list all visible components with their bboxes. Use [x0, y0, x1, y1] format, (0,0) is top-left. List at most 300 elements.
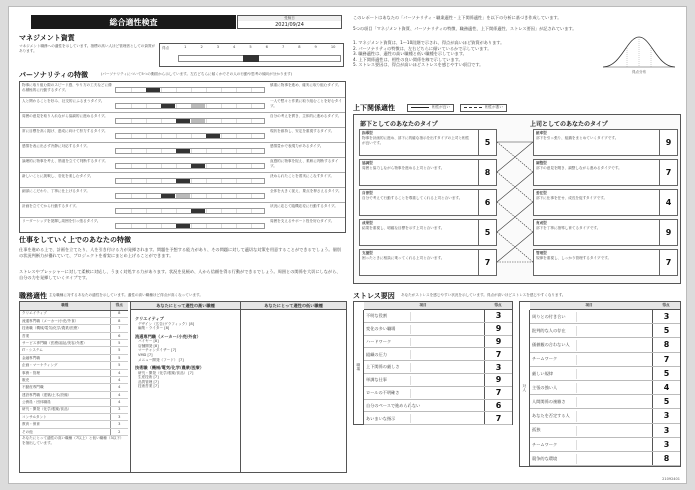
report-notes	[353, 40, 593, 68]
personality-track	[115, 208, 265, 214]
right-type-name: 調整型	[536, 161, 547, 165]
stress-item: 主張の強い人	[532, 384, 558, 390]
right-type-score: 7	[659, 250, 677, 275]
management-tick: 1	[184, 45, 187, 49]
personality-left-text: 新しいことに挑戦し、変化を楽しむタイプ。	[22, 174, 94, 178]
personality-grid	[221, 209, 222, 213]
personality-grid	[161, 209, 162, 213]
job-row	[20, 406, 128, 413]
stress-item-desc	[576, 355, 646, 365]
personality-grid	[176, 134, 177, 138]
stress-score: 3	[652, 424, 680, 437]
high-group-item: 技術営業 [7]	[138, 384, 159, 389]
work-features-title: 仕事をしていく上でのあなたの特徴	[19, 236, 131, 244]
personality-grid	[221, 224, 222, 228]
job-aptitude-desc: 主な職種に対するあなたの適性を示しています。適性の高い職種ほど得点が高くなっています。	[49, 293, 203, 297]
left-type-name: 自律型	[362, 191, 373, 195]
footer-code: 21092401	[662, 477, 680, 481]
left-type-score: 5	[478, 220, 496, 245]
personality-row	[20, 112, 345, 127]
stress-score: 3	[484, 361, 512, 373]
personality-grid	[191, 88, 192, 92]
stress-item-desc	[576, 426, 646, 436]
personality-left-text: 論理的に物事を考え、筋道を立てて判断するタイプ。	[22, 159, 108, 163]
personality-track	[115, 103, 265, 109]
report-note: 2. パーソナリティの特徴は、左右どちらに傾いているかで示しています。	[353, 45, 492, 51]
right-type-name: 管理型	[536, 251, 547, 255]
stress-left-header	[364, 302, 512, 310]
job-score: 2	[110, 428, 128, 435]
management-tick: 5	[249, 45, 252, 49]
personality-grid	[221, 119, 222, 123]
stress-row	[364, 361, 512, 374]
stress-item-desc	[410, 338, 480, 347]
personality-bar	[191, 164, 205, 168]
date-value: 2021/09/24	[275, 22, 304, 28]
stress-item-desc	[410, 325, 480, 334]
personality-right-text: 慎重に物事を進め、確実に取り組むタイプ。	[270, 83, 342, 87]
stress-row	[364, 387, 512, 400]
stress-item-desc	[576, 411, 646, 421]
job-row	[20, 340, 128, 347]
job-name: 教育・保育	[20, 421, 110, 428]
personality-grid	[236, 224, 237, 228]
stress-item: 組織の圧力	[366, 351, 387, 357]
stress-item: あなたを否定する人	[532, 413, 570, 419]
relationship-lines	[497, 129, 533, 281]
stress-row	[364, 310, 512, 323]
personality-left-text: 人と関わることを好み、社交的にふるまうタイプ。	[22, 99, 105, 103]
job-name: 研究・開発（化学/製薬/食品）	[20, 406, 110, 413]
job-score: 5	[110, 340, 128, 347]
stress-item-desc	[576, 369, 646, 379]
stress-score: 8	[652, 338, 680, 351]
personality-right-text: 直感的に物事を捉え、柔軟に判断するタイプ。	[270, 159, 339, 168]
personality-grid	[131, 149, 132, 153]
personality-track	[115, 223, 265, 229]
management-ticks	[178, 45, 341, 51]
personality-grid	[236, 194, 237, 198]
high-group-item: VMD [7]	[138, 352, 153, 357]
stress-row	[364, 348, 512, 361]
personality-row	[20, 202, 345, 217]
stress-score: 3	[484, 310, 512, 322]
personality-row	[20, 82, 345, 97]
stress-row	[364, 336, 512, 349]
work-features-p2: ストレスやプレッシャーに対して柔軟に対応し、うまく対処する力があります。状況を見極め、人から信頼を得る行動ができるでしょう。周囲との関係を大切にしながら、自分の力を発揮していくタイプです。	[19, 269, 341, 280]
left-type-card	[359, 159, 497, 186]
stress-row	[364, 412, 512, 425]
job-aptitude-frame	[19, 301, 347, 473]
stress-item: チームワーク	[532, 356, 558, 362]
stress-row	[530, 438, 680, 452]
relationship-title: 上下関係適性	[353, 104, 395, 112]
high-group-item: 生産技術 [7]	[138, 375, 159, 380]
job-score: 8	[110, 310, 128, 317]
personality-bar	[176, 179, 190, 183]
personality-grid	[131, 164, 132, 168]
job-score: 6	[110, 332, 128, 339]
personality-grid	[206, 224, 207, 228]
job-name: IT・システム	[20, 347, 110, 354]
stress-score: 4	[652, 381, 680, 394]
report-intro: このレポートはあなたの「パーソナリティ・職業適性・上下関係適性」を以下の分析に基づき作成しています。	[353, 15, 562, 20]
personality-grid	[251, 149, 252, 153]
personality-grid	[251, 88, 252, 92]
right-type-score: 7	[659, 160, 677, 185]
personality-bar	[176, 119, 190, 123]
stress-row	[364, 400, 512, 413]
personality-grid	[206, 194, 207, 198]
personality-right-text: 一人で黙々と作業に取り組むことを好むタイプ。	[270, 99, 342, 108]
stress-item: 自分のペースで進められない	[366, 402, 421, 408]
stress-item-desc	[576, 440, 646, 450]
page-title: 総合適性検査	[109, 17, 158, 27]
job-row	[20, 399, 128, 406]
personality-row	[20, 157, 345, 172]
right-type-card	[533, 189, 678, 216]
management-tick: 10	[330, 45, 336, 49]
stress-item: 批判的な人の存在	[532, 328, 566, 334]
stress-item-desc	[410, 350, 480, 359]
stress-score: 5	[652, 395, 680, 408]
stress-item: 不明な役割	[366, 313, 387, 319]
personality-grid	[131, 88, 132, 92]
stress-row	[364, 374, 512, 387]
stress-item-header: 項目	[585, 303, 593, 307]
stress-item-desc	[576, 312, 646, 322]
personality-row	[20, 97, 345, 112]
personality-grid	[206, 88, 207, 92]
job-name: 企画・マーケティング	[20, 362, 110, 369]
personality-grid	[161, 134, 162, 138]
job-row	[20, 332, 128, 339]
stress-item-desc	[576, 454, 646, 464]
stress-item: 価値観の合わない人	[532, 342, 570, 348]
job-score: 4	[110, 384, 128, 391]
personality-grid	[176, 164, 177, 168]
personality-grid	[146, 194, 147, 198]
job-score: 3	[110, 421, 128, 428]
personality-right-text: 感情豊かで表現力があるタイプ。	[270, 144, 324, 148]
stress-score: 5	[652, 367, 680, 380]
stress-item: あいまいな指示	[366, 415, 396, 421]
personality-grid	[191, 179, 192, 183]
personality-bar	[191, 119, 205, 123]
personality-row	[20, 217, 345, 232]
personality-grid	[251, 179, 252, 183]
job-row	[20, 362, 128, 369]
personality-grid	[251, 119, 252, 123]
management-tick: 3	[216, 45, 220, 49]
personality-bar	[206, 134, 220, 138]
stress-score: 8	[652, 452, 680, 465]
stress-side-right: 対人	[520, 310, 530, 466]
stress-item-desc	[410, 363, 480, 372]
personality-bar	[191, 104, 205, 108]
relationship-frame	[353, 114, 681, 284]
boss-type-title: 部下としてのあなたのタイプ	[360, 121, 438, 128]
stress-right-frame	[519, 301, 681, 467]
stress-score-header: 得点	[494, 303, 502, 307]
high-group-item: 研究・開発（化学/製薬/食品） [7]	[138, 370, 194, 375]
personality-left-text: 物事に取り組む際のスピード感、やり方の工夫などに優れ積極的に行動するタイプ。	[22, 83, 112, 92]
personality-grid	[161, 149, 162, 153]
job-score: 3	[110, 406, 128, 413]
job-score: 5	[110, 354, 128, 361]
report-sub: 5つの項目「マネジメント資質、パーソナリティの特徴、職務適性、上下関係適性、ストレス要因」が記されています。	[353, 26, 577, 31]
right-type-card	[533, 219, 678, 246]
right-type-text: 部下の意見を聞き、調整しながら進めるタイプです。	[536, 166, 622, 170]
job-score: 4	[110, 377, 128, 384]
personality-grid	[206, 164, 207, 168]
right-type-score: 9	[659, 130, 677, 155]
job-note: あなたにとって適性の高い職種（7以上）と低い職種（3以下）を抽出しています。	[22, 436, 124, 445]
date-label: 受検日	[238, 16, 341, 21]
stress-row	[530, 424, 680, 438]
left-type-name: 成果型	[362, 221, 373, 225]
personality-row	[20, 142, 345, 157]
personality-track	[115, 118, 265, 124]
personality-grid	[146, 134, 147, 138]
stress-score: 3	[652, 310, 680, 323]
stress-item-desc	[410, 312, 480, 321]
high-group-item: メニュー開発（フード） [7]	[138, 357, 184, 362]
report-note: 1. マネジメント資質は、1〜10段階で示され、得点が高いほど資質があります。	[353, 40, 505, 45]
personality-grid	[191, 194, 192, 198]
management-desc: マネジメント職務への適性を示しています。指標の高い人ほど管理者としての資質があります。	[19, 44, 156, 53]
personality-grid	[176, 88, 177, 92]
personality-grid	[221, 179, 222, 183]
stress-score: 6	[484, 400, 512, 412]
report-note: 3. 職務適性は、適性の高い職種と低い職種を示しています。	[353, 51, 467, 56]
personality-grid	[146, 119, 147, 123]
job-name: 流通専門職（メーカー/小売/外食）	[20, 317, 110, 324]
stress-row	[530, 324, 680, 338]
job-score-header: 得点	[110, 302, 128, 310]
personality-track	[115, 133, 265, 139]
stress-score: 9	[484, 323, 512, 335]
personality-grid	[146, 224, 147, 228]
left-type-name: 支援型	[362, 251, 373, 255]
personality-right-text: 自分の考えを貫き、主体的に進めるタイプ。	[270, 114, 342, 118]
left-type-score: 6	[478, 190, 496, 215]
job-row	[20, 428, 128, 435]
job-row	[20, 325, 128, 332]
personality-grid	[161, 88, 162, 92]
personality-grid	[131, 119, 132, 123]
right-type-text: 部下を引っ張り、組織をまとめていくタイプです。	[536, 136, 619, 140]
management-scale-label: 得点	[162, 46, 170, 50]
curve-caption: 得点分布	[631, 70, 647, 74]
personality-grid	[206, 149, 207, 153]
personality-grid	[221, 194, 222, 198]
management-tick: 9	[314, 45, 317, 49]
personality-right-text: 現状を維持し、安定を重視するタイプ。	[270, 129, 335, 133]
personality-grid	[251, 134, 252, 138]
personality-bar	[176, 224, 190, 228]
left-type-text: 結果を重視し、明確な目標を示す上司と合います。	[362, 226, 445, 230]
personality-grid	[221, 88, 222, 92]
stress-row	[530, 395, 680, 409]
right-type-card	[533, 159, 678, 186]
stress-score-header: 得点	[662, 303, 670, 307]
personality-grid	[191, 134, 192, 138]
personality-grid	[146, 149, 147, 153]
personality-grid	[236, 209, 237, 213]
stress-item: 孤独	[532, 427, 541, 433]
personality-subtitle: (パーソナリティについて5つの側面から示しています。左右どちらに傾くかでその人の行動や思考の傾向が分かります)	[101, 72, 293, 76]
stress-score: 3	[652, 438, 680, 451]
job-name: 技術職（機械/電気/化学/農業/医療）	[20, 325, 110, 332]
high-group-item: デザイン（広告/グラフィック）[8]	[138, 321, 195, 326]
job-name: コンサルタント	[20, 413, 110, 420]
stress-score: 9	[484, 336, 512, 348]
job-name: 不動産専門職	[20, 384, 110, 391]
work-features-p1: 仕事を進める上で、計画を立てたり、人を引き付ける力が発揮されます。問題を予想する能力があり、その問題に対して適切な対策を用意することができるでしょう。個別の状況判断力が優れていて、プロジェクトを着実にまとめ上げることができます。	[19, 247, 341, 258]
stress-row	[530, 367, 680, 381]
management-tick: 7	[281, 45, 285, 49]
stress-item-desc	[410, 389, 480, 398]
job-score: 5	[110, 362, 128, 369]
job-aptitude-title: 職務適性	[19, 292, 47, 300]
personality-bar	[176, 149, 190, 153]
personality-grid	[206, 179, 207, 183]
stress-score: 9	[484, 374, 512, 386]
personality-grid	[161, 224, 162, 228]
relationship-line	[497, 172, 533, 202]
management-tick: 2	[200, 45, 203, 49]
relationship-legend	[407, 103, 647, 112]
job-name: 公務員・団体職員	[20, 399, 110, 406]
personality-grid	[161, 164, 162, 168]
job-score: 7	[110, 325, 128, 332]
stress-row	[530, 310, 680, 324]
personality-row	[20, 187, 345, 202]
stress-item: ハードワーク	[366, 338, 392, 344]
sub-type-title: 上司としてのあなたのタイプ	[530, 121, 608, 128]
personality-grid	[206, 104, 207, 108]
right-type-score: 4	[659, 190, 677, 215]
low-header: あなたにとって適性の低い職種	[241, 302, 346, 310]
personality-grid	[176, 104, 177, 108]
job-name: 金融専門職	[20, 354, 110, 361]
personality-title: パーソナリティの特徴	[19, 71, 89, 79]
job-score: 4	[110, 399, 128, 406]
job-score: 5	[110, 347, 128, 354]
personality-grid	[131, 104, 132, 108]
stress-title: ストレス要因	[353, 292, 395, 300]
high-groups	[131, 310, 240, 392]
stress-row	[530, 353, 680, 367]
personality-grid	[146, 164, 147, 168]
job-name: サービス専門職（医療/福祉/美容/介護）	[20, 340, 110, 347]
personality-right-text: 状況に応じて臨機応変に行動するタイプ。	[270, 204, 338, 208]
stress-item-desc	[576, 383, 646, 393]
stress-score: 7	[652, 353, 680, 366]
stress-item-header: 項目	[419, 303, 427, 307]
job-row	[20, 310, 128, 317]
high-header: あなたにとって適性の高い職種	[131, 302, 240, 310]
stress-right-header	[530, 302, 680, 310]
job-name: 建設専門職（建築/土木/設備）	[20, 391, 110, 398]
right-type-score: 9	[659, 220, 677, 245]
stress-row	[530, 409, 680, 423]
legend-bad-box	[460, 104, 507, 112]
personality-grid	[236, 149, 237, 153]
stress-item: 変化の多い職場	[366, 325, 396, 331]
job-row	[20, 369, 128, 376]
stress-item-desc	[576, 326, 646, 336]
high-group-title: 技術職（機械/電気/化学/農業/医療）	[135, 365, 204, 371]
personality-grid	[176, 209, 177, 213]
high-group-item: マーチャンダイザー [7]	[138, 348, 177, 353]
personality-grid	[236, 88, 237, 92]
stress-left-frame	[353, 301, 513, 425]
left-type-card	[359, 129, 497, 156]
personality-table	[19, 81, 346, 233]
job-name: 営業	[20, 332, 110, 339]
job-score: 4	[110, 369, 128, 376]
personality-left-text: リーダーシップを発揮し周囲を引っ張るタイプ。	[22, 219, 101, 223]
stress-score: 7	[484, 348, 512, 360]
personality-grid	[131, 179, 132, 183]
distribution-curve	[599, 33, 679, 77]
right-type-text: 規律を重視し、しっかり管理するタイプです。	[536, 256, 612, 260]
job-row	[20, 377, 128, 384]
right-type-text: 部下を丁寧に指導し育てるタイプです。	[536, 226, 601, 230]
right-type-card	[533, 129, 678, 156]
job-row	[20, 354, 128, 361]
job-table	[20, 302, 128, 436]
management-title: マネジメント資質	[19, 34, 75, 42]
personality-grid	[221, 104, 222, 108]
personality-grid	[236, 134, 237, 138]
stress-desc: あなたがストレスを感じやすい状況を示しています。得点が高いほどストレスを感じやすくなります。	[401, 293, 566, 297]
personality-bar	[176, 194, 190, 198]
personality-grid	[251, 209, 252, 213]
personality-grid	[236, 164, 237, 168]
job-name: その他	[20, 428, 110, 435]
management-score-marker	[243, 55, 259, 62]
personality-left-text: 周囲の意見を取り入れながら協調的に進めるタイプ。	[22, 114, 108, 118]
left-type-card	[359, 249, 497, 276]
legend-bad-line	[464, 107, 482, 108]
personality-grid	[236, 119, 237, 123]
stress-item-desc	[410, 376, 480, 385]
right-type-card	[533, 249, 678, 276]
personality-grid	[131, 224, 132, 228]
personality-left-text: 細部にこだわり、丁寧に仕上げるタイプ。	[22, 189, 90, 193]
job-row	[20, 391, 128, 398]
personality-right-text: 周囲を支えるサポート役を好むタイプ。	[270, 219, 335, 223]
job-col-header: 職種	[20, 302, 110, 310]
legend-good-box	[407, 104, 454, 112]
job-score: 4	[110, 391, 128, 398]
right-type-name: 育成型	[536, 221, 547, 225]
job-score: 8	[110, 317, 128, 324]
job-name: 事務・管理	[20, 369, 110, 376]
high-group-item: 品質管理 [7]	[138, 379, 159, 384]
left-type-name: 協調型	[362, 161, 373, 165]
right-type-name: 統率型	[536, 131, 547, 135]
stress-item: 上下関係の厳しさ	[366, 364, 400, 370]
personality-grid	[146, 104, 147, 108]
management-tick: 8	[298, 45, 301, 49]
personality-grid	[221, 149, 222, 153]
personality-left-text: 計画を立ててから行動するタイプ。	[22, 204, 80, 208]
high-column	[130, 302, 240, 472]
